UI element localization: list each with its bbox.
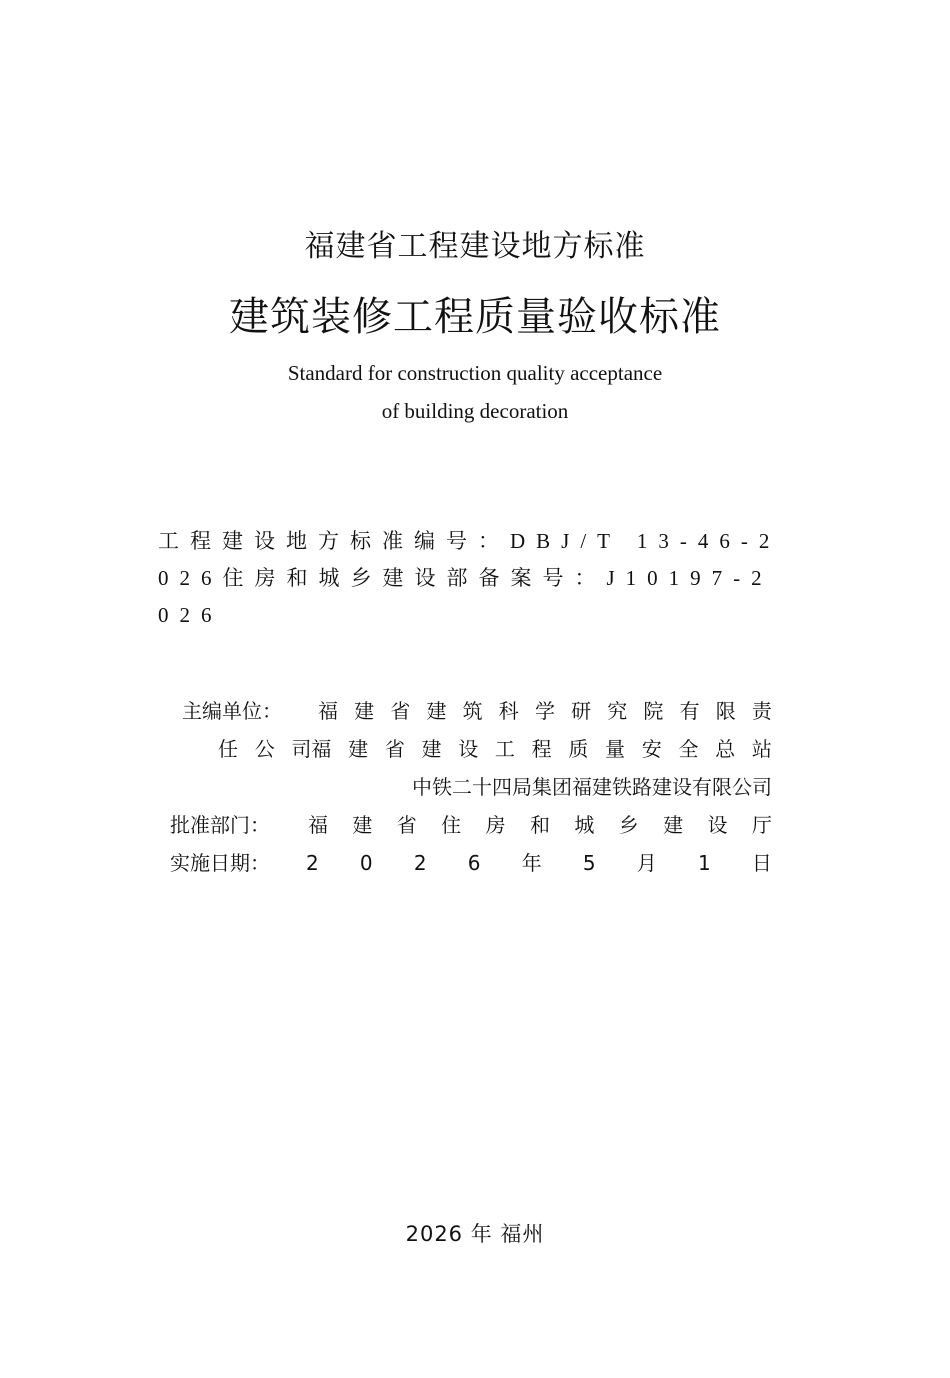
publication-metadata xyxy=(160,692,772,882)
editor-line-2-char: 司福 xyxy=(291,737,332,761)
approval-department xyxy=(308,806,772,844)
editor-row-1 xyxy=(160,692,772,730)
date-char: 0 xyxy=(359,851,373,875)
editor-row-2 xyxy=(160,730,772,768)
editor-line-2-char: 站 xyxy=(751,737,772,761)
editor-line-3: 中铁二十四局集团福建铁路建设有限公司 xyxy=(412,775,772,799)
approval-char: 房 xyxy=(485,813,506,837)
editor-line-1-char: 建 xyxy=(354,699,375,723)
editor-line-2-char: 安 xyxy=(641,737,662,761)
standard-code-and-record-number: 工程建设地方标准编号：DBJ/T 13-46-2026住房和城乡建设部备案号：J10197-2026 xyxy=(158,529,781,627)
editor-line-2-char: 总 xyxy=(715,737,736,761)
editor-line-1-char: 福 xyxy=(318,699,338,723)
approval-char: 住 xyxy=(441,813,462,837)
editor-line-2-char: 省 xyxy=(384,737,405,761)
editor-row-3 xyxy=(160,768,772,806)
date-char: 1 xyxy=(697,851,711,875)
date-char: 6 xyxy=(467,851,481,875)
editor-line-2-char: 质 xyxy=(568,737,589,761)
approval-row xyxy=(160,806,772,844)
editor-line-1-char: 筑 xyxy=(462,699,483,723)
approval-char: 建 xyxy=(663,813,684,837)
editor-line-2-char: 建 xyxy=(421,737,442,761)
editor-line-1-char: 省 xyxy=(390,699,411,723)
editor-line-2-char: 任 xyxy=(218,737,238,761)
english-title xyxy=(0,354,950,430)
approval-char: 城 xyxy=(574,813,595,837)
approval-char: 和 xyxy=(529,813,550,837)
approval-char: 设 xyxy=(707,813,728,837)
approval-char: 厅 xyxy=(751,813,772,837)
editor-line-1-char: 有 xyxy=(679,699,700,723)
editor-line-2 xyxy=(218,730,772,768)
editor-line-1-char: 限 xyxy=(715,699,736,723)
editor-line-1-char: 责 xyxy=(751,699,772,723)
editor-line-2-char: 全 xyxy=(678,737,699,761)
approval-char: 乡 xyxy=(618,813,639,837)
date-char: 5 xyxy=(582,851,596,875)
implementation-date xyxy=(306,844,772,882)
date-char: 2 xyxy=(413,851,427,875)
approval-char: 建 xyxy=(352,813,373,837)
editor-line-1-char: 学 xyxy=(534,699,555,723)
approval-char: 福 xyxy=(308,813,328,837)
editor-line-2-char: 公 xyxy=(254,737,275,761)
english-title-line-1: Standard for construction quality acceptance xyxy=(287,361,663,385)
date-char: 日 xyxy=(751,851,772,875)
editor-line-1-char: 院 xyxy=(643,699,664,723)
editor-line-1-char: 究 xyxy=(607,699,628,723)
editor-line-2-char: 设 xyxy=(458,737,479,761)
editor-line-1-char: 研 xyxy=(571,699,592,723)
editor-line-2-char: 量 xyxy=(605,737,626,761)
date-char: 2 xyxy=(306,851,319,875)
publication-year-and-place: 2026 年 福州 xyxy=(405,1222,545,1246)
editor-line-2-char: 建 xyxy=(348,737,369,761)
editor-line-1-char: 科 xyxy=(498,699,519,723)
series-title: 福建省工程建设地方标准 xyxy=(304,229,646,264)
editor-line-2-char: 工 xyxy=(494,737,515,761)
approval-label: 批准部门： xyxy=(170,813,270,837)
implementation-date-row xyxy=(160,844,772,882)
editor-line-1-char: 建 xyxy=(426,699,447,723)
english-title-line-2: of building decoration xyxy=(381,399,569,423)
main-title: 建筑装修工程质量验收标准 xyxy=(229,294,721,340)
date-char: 年 xyxy=(521,851,542,875)
date-label: 实施日期： xyxy=(170,851,270,875)
editor-line-1 xyxy=(318,692,772,730)
editor-label: 主编单位： xyxy=(182,699,282,723)
date-char: 月 xyxy=(636,851,657,875)
editor-line-2-char: 程 xyxy=(531,737,552,761)
approval-char: 省 xyxy=(396,813,417,837)
